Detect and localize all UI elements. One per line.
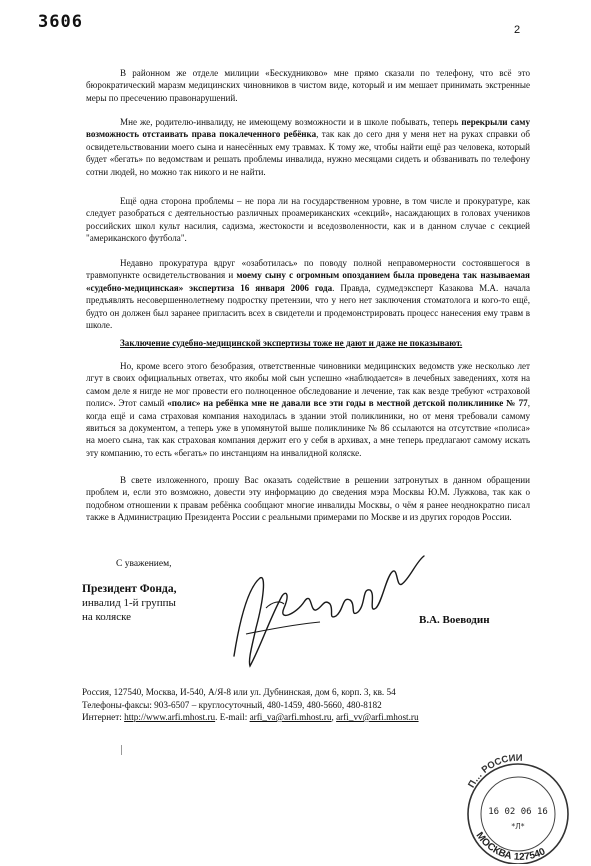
signer-name: В.А. Воеводин	[419, 614, 490, 626]
website-link[interactable]: http://www.arfi.mhost.ru	[124, 712, 216, 722]
paragraph-text: , так как до сего дня у меня нет на руках справки об освидетельствовании моего сына и нанесённых ему травмах. К тому же, чтобы найти ещё раз человека, который будет «бегать» по ведомствам и решать проблемы инвалида, нужно месяцами сидеть и обзванивать по телефону сотни людей, но можно так никого и не найти.	[86, 129, 530, 177]
postmark-stamp	[446, 746, 588, 864]
email-label: . E-mail:	[215, 712, 250, 722]
paragraph-text: . Правда, судмедэксперт Казакова М.А. начала предъявлять несовершеннолетнему подростку претензии, что у него нет заключения стоматолога и кого-то ещё, будто он должен был заранее пригласить всех в свидетели и продемонстрировать процесс нанесения ему травм в школе.	[86, 282, 530, 331]
footer-phones: Телефоны-факсы: 903-6507 – круглосуточный, 480-1459, 480-5660, 480-8182	[82, 699, 382, 710]
emphasis-text: моему сыну с огромным опозданием была проведена так называемая «судебно-медицинская» экспертиза 16 января 2006 года	[86, 270, 530, 293]
email-link-2[interactable]: arfi_vv@arfi.mhost.ru	[336, 712, 419, 722]
postmark-top-text: П… РОССИИ	[466, 752, 523, 790]
postmark-bottom-text: МОСКВА 127540	[473, 830, 548, 863]
handwritten-signature	[226, 548, 446, 678]
paragraph-text: В свете изложенного, прошу Вас оказать содействие в решении затронутых в данном обращении проблем и, если это возможно, довести эту информацию до сведения мэра Москвы Ю.М. Лужкова, так как о подобном отношении к правам ребёнка сообщают многие инвалиды Москвы, о чём я ранее неоднократно писал также в Администрацию Президента России с реальными примерами по Москве и из других городов России.	[86, 475, 530, 523]
paragraph-expertise	[86, 337, 530, 349]
paragraph-text: Но, кроме всего этого безобразия, ответственные чиновники медицинских ведомств уже несколько лет лгут в своих официальных ответах, что якобы мой сын успешно «наблюдается» в лечебных заведениях, хотя на самом деле я нигде не мог провести его полноценное обследование и лечение, так как везде требуют «страховой полис». Этот самый	[86, 361, 530, 409]
footer-address: Россия, 127540, Москва, И-540, А/Я-8 или ул. Дубнинская, дом 6, корп. 3, кв. 54	[82, 687, 396, 697]
page-number: 2	[514, 24, 521, 36]
paragraph-text: Недавно прокуратура вдруг «озаботилась» по поводу полной неправомерности состоявшегося в травмопункте освидетельствования и	[86, 258, 530, 281]
emphasis-text: перекрыли саму возможность отстаивать права покалеченного ребёнка	[86, 117, 530, 140]
postmark-date: 16 02 06 16	[488, 807, 548, 817]
paragraph-text: , когда ещё и сама страховая компания находилась в здании этой поликлиники, но от меня требовали самому явиться за документом, а теперь уже в упомянутой выше поликлинике № 86 ссылаются на отсутствие «полиса» на моего сына, так как страховая компания держит его у себя в архивах, а мне теперь предлагают самому искать эту компанию, то есть «бегать» по инстанциям на инвалидной коляске.	[86, 398, 530, 458]
footer-contacts	[82, 686, 419, 724]
paragraph-insurance	[86, 360, 530, 459]
emphasis-text: «полис» на ребёнка мне не давали все эти годы в местной детской поликлинике № 77	[167, 398, 528, 409]
internet-label: Интернет:	[82, 712, 125, 722]
signer-title: Президент Фонда,	[82, 583, 177, 595]
signer-status: инвалид 1-й группы	[82, 597, 176, 609]
signer-status-line2: на коляске	[82, 611, 132, 623]
paragraph-text: Ещё одна сторона проблемы – не пора ли на государственном уровне, в том числе и прокуратуре, как следует разобраться с деятельностью различных проамериканских «секций», насаждающих в головах учеников российских школ культ насилия, садизма, жестокости и вседозволенности, как и в данном случае с секцией "американского футбола".	[86, 196, 530, 244]
paragraph-prosecutor	[86, 257, 530, 331]
footer-internet: Интернет: http://www.arfi.mhost.ru. E-mail: arfi_va@arfi.mhost.ru, arfi_vv@arfi.mhost.ru	[82, 712, 419, 722]
email-link-1[interactable]: arfi_va@arfi.mhost.ru	[249, 712, 332, 722]
postmark-mark: *Л*	[511, 822, 525, 831]
paragraph-parent	[86, 116, 530, 178]
svg-text:П… РОССИИ	[466, 753, 523, 790]
emphasis-text: Заключение судебно-медицинской экспертизы тоже не дают и даже не показывают.	[120, 338, 463, 348]
paragraph-text: В районном же отделе милиции «Бескудниково» мне прямо сказали по телефону, что всё это бюрократический маразм медицинских чиновников в чистом виде, который и им мешает принимать экстренные меры по пресечению правонарушений.	[86, 68, 530, 103]
document-number: 3606	[38, 12, 83, 32]
paragraph-text: Мне же, родителю-инвалиду, не имеющему возможности и в школе побывать, теперь	[120, 117, 462, 127]
signature-block	[82, 582, 176, 624]
page-mark	[121, 745, 122, 755]
closing-regards: С уважением,	[116, 559, 172, 569]
paragraph-request	[86, 474, 530, 524]
paragraph-sections	[86, 195, 530, 245]
paragraph-police	[86, 67, 530, 104]
